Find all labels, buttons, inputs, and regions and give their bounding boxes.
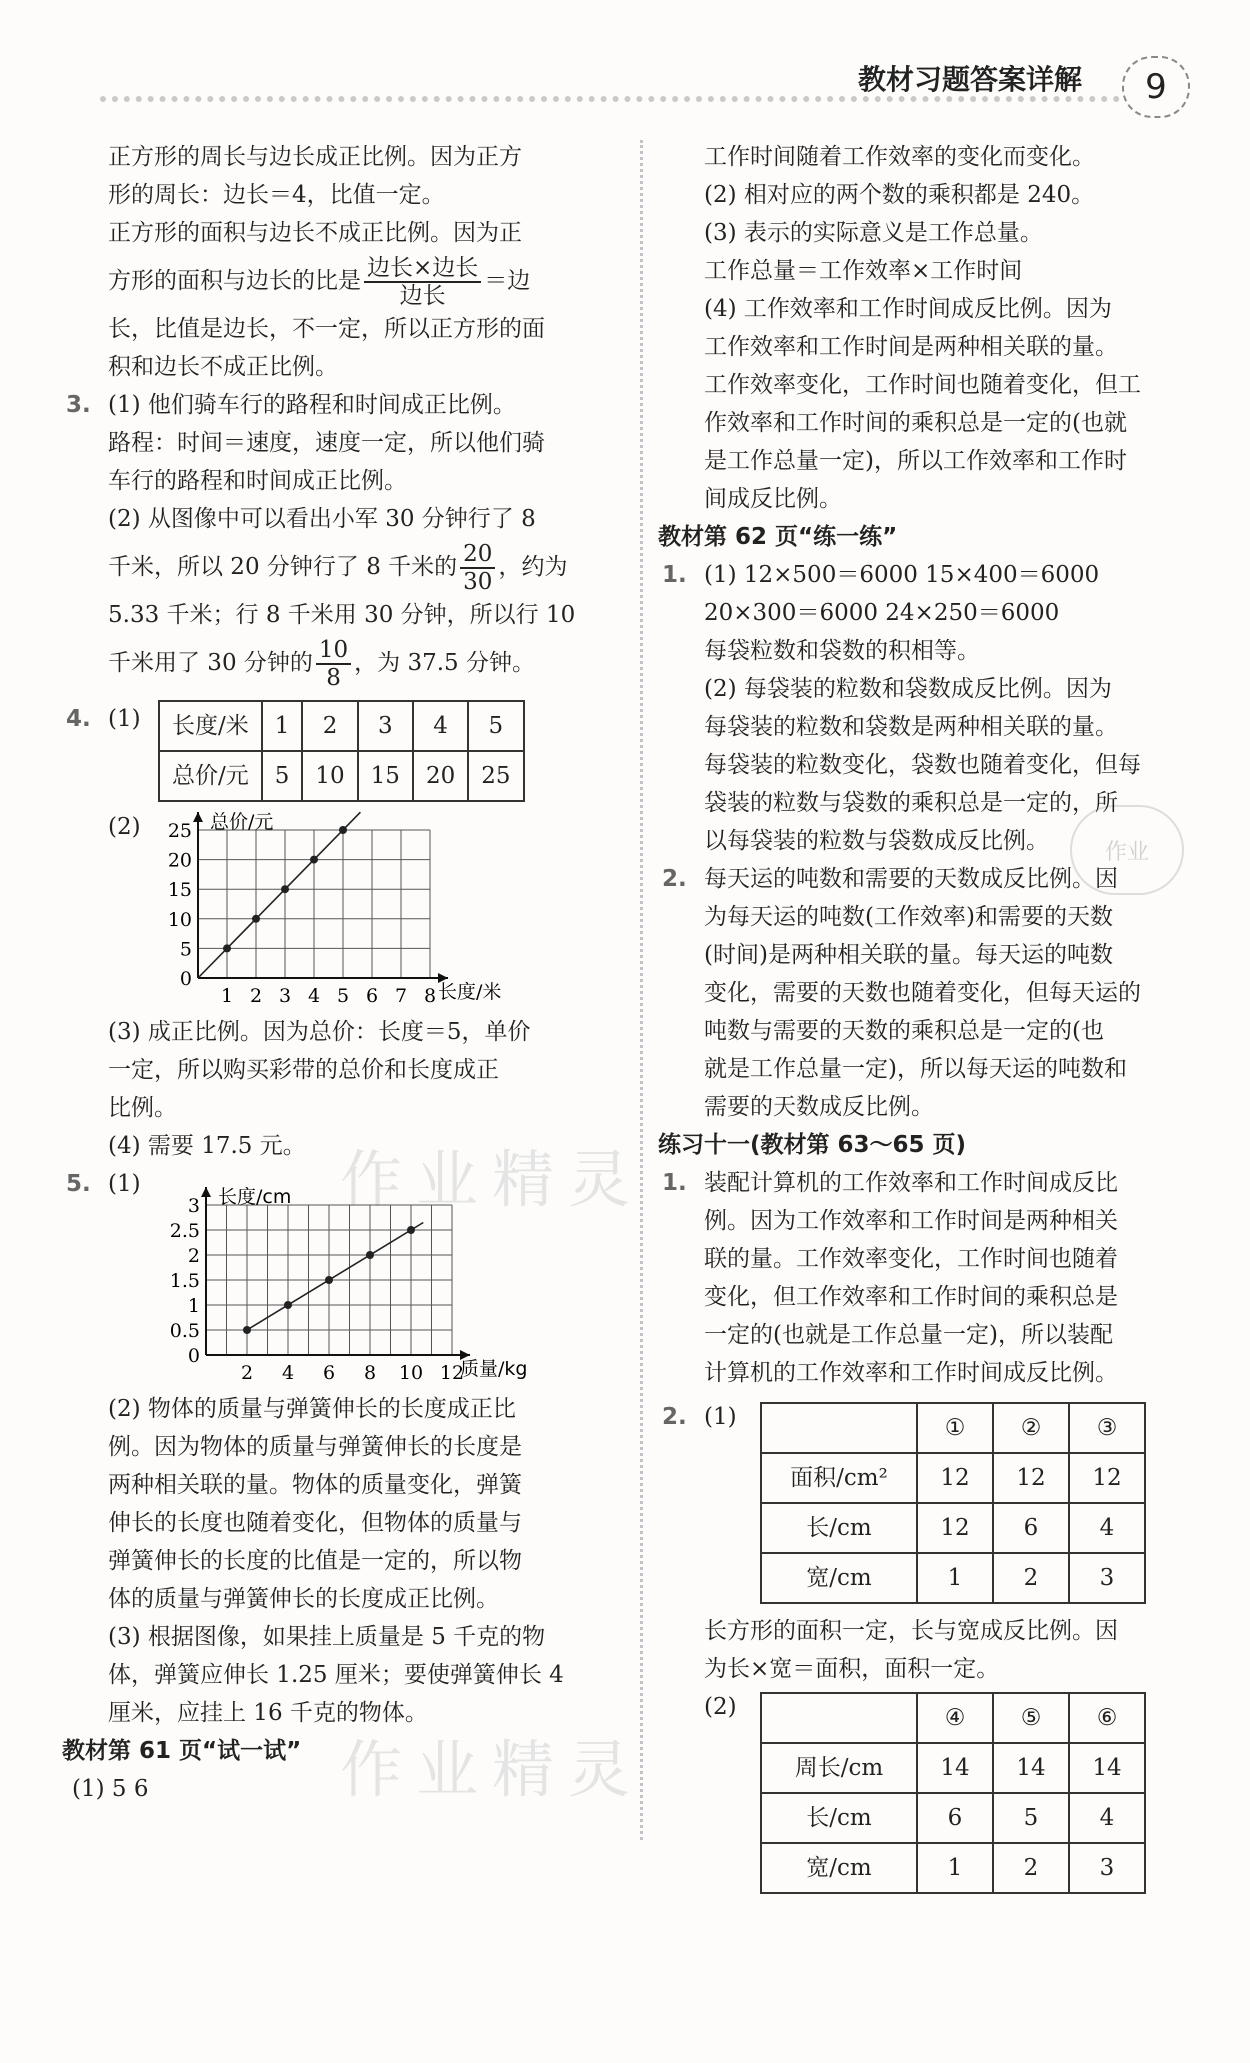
area-table bbox=[760, 1402, 1146, 1604]
table-row bbox=[159, 751, 524, 801]
table-cell: 2 bbox=[302, 701, 357, 751]
table-cell: 6 bbox=[917, 1793, 993, 1843]
text-line: 变化，但工作效率和工作时间的乘积总是 bbox=[704, 1284, 1118, 1310]
table-cell: 14 bbox=[1069, 1743, 1145, 1793]
text-line: (时间)是两种相关联的量。每天运的吨数 bbox=[704, 942, 1113, 968]
table-cell bbox=[761, 1403, 917, 1453]
practice-2 bbox=[658, 1398, 1198, 1604]
text-line: (2) 相对应的两个数的乘积都是 240。 bbox=[704, 182, 1095, 208]
x-tick-label: 4 bbox=[281, 1362, 295, 1384]
y-tick-label: 1.5 bbox=[169, 1270, 200, 1292]
fraction-denominator: 8 bbox=[326, 665, 341, 691]
column-divider bbox=[640, 140, 643, 1840]
text-line: 需要的天数成反比例。 bbox=[704, 1094, 934, 1120]
y-tick-label: 5 bbox=[179, 938, 192, 961]
table-cell: 1 bbox=[917, 1553, 993, 1603]
text-line: 是工作总量一定)，所以工作效率和工作时 bbox=[704, 448, 1127, 474]
x-tick-label: 4 bbox=[307, 985, 321, 1007]
table-cell: 4 bbox=[1069, 1793, 1145, 1843]
text-line: 每袋装的粒数变化，袋数也随着变化，但每 bbox=[704, 752, 1141, 778]
text-line: (1) 12×500＝6000 15×400＝6000 bbox=[704, 562, 1100, 588]
table-cell: 1 bbox=[262, 701, 303, 751]
y-axis-arrow bbox=[193, 812, 203, 822]
text-line: 积和边长不成正比例。 bbox=[108, 354, 338, 380]
question-number: 2. bbox=[662, 1404, 687, 1430]
x-tick-label: 12 bbox=[439, 1362, 465, 1384]
sub-label: (2) bbox=[108, 814, 141, 840]
text-line: 工作总量＝工作效率×工作时间 bbox=[704, 258, 1023, 284]
q4-table-wrap bbox=[108, 700, 622, 802]
table-cell: 3 bbox=[358, 701, 413, 751]
text-line: 间成反比例。 bbox=[704, 486, 842, 512]
text-line: 长方形的面积一定，长与宽成反比例。因 bbox=[704, 1618, 1118, 1644]
table-cell: 长度/米 bbox=[159, 701, 262, 751]
table-cell: ⑥ bbox=[1069, 1693, 1145, 1743]
watermark: 作业精灵 bbox=[340, 1733, 645, 1806]
table-cell: 14 bbox=[917, 1743, 993, 1793]
table-cell: ④ bbox=[917, 1693, 993, 1743]
section-heading: 教材第 61 页“试一试” bbox=[62, 1738, 302, 1764]
text-line: (3) 表示的实际意义是工作总量。 bbox=[704, 220, 1043, 246]
question-number: 3. bbox=[66, 392, 91, 418]
table-cell: 5 bbox=[468, 701, 523, 751]
data-point bbox=[281, 885, 289, 893]
y-tick-label: 1 bbox=[187, 1295, 200, 1317]
t1-wrap bbox=[704, 1398, 1198, 1604]
data-point bbox=[284, 1301, 292, 1309]
text-line: 路程：时间＝速度，速度一定，所以他们骑 bbox=[108, 430, 545, 456]
text-line: 作效率和工作时间的乘积总是一定的(也就 bbox=[704, 410, 1127, 436]
series-line bbox=[247, 1223, 423, 1331]
text-line: 计算机的工作效率和工作时间成反比例。 bbox=[704, 1360, 1118, 1386]
x-axis-label: 长度/米 bbox=[438, 981, 502, 1003]
data-point bbox=[223, 944, 231, 952]
table-cell: 长/cm bbox=[761, 1793, 917, 1843]
table-cell: 5 bbox=[262, 751, 303, 801]
table-cell: 总价/元 bbox=[159, 751, 262, 801]
text-line: 比例。 bbox=[108, 1095, 177, 1121]
table-cell: 14 bbox=[993, 1743, 1069, 1793]
question-4 bbox=[62, 700, 622, 1165]
table-cell: 3 bbox=[1069, 1553, 1145, 1603]
text-line: 变化，需要的天数也随着变化，但每天运的 bbox=[704, 980, 1141, 1006]
text-segment: ＝边 bbox=[484, 268, 531, 294]
table-cell: 12 bbox=[917, 1503, 993, 1553]
text-line: 装配计算机的工作效率和工作时间成反比 bbox=[704, 1170, 1118, 1196]
x-tick-label: 6 bbox=[365, 985, 379, 1007]
table-cell: 20 bbox=[413, 751, 468, 801]
section-heading: 练习十一(教材第 63～65 页) bbox=[658, 1132, 967, 1158]
table-cell: 12 bbox=[917, 1453, 993, 1503]
table-cell: 12 bbox=[993, 1453, 1069, 1503]
practice-1 bbox=[658, 1164, 1198, 1392]
sub-label: (1) bbox=[704, 1404, 737, 1430]
question-number: 5. bbox=[66, 1171, 91, 1197]
x-tick-label: 7 bbox=[394, 985, 408, 1007]
text-line bbox=[108, 538, 622, 596]
right-column bbox=[658, 138, 1198, 1894]
fraction-denominator: 30 bbox=[463, 569, 493, 595]
table-cell bbox=[761, 1693, 917, 1743]
table-row bbox=[761, 1503, 1145, 1553]
fraction-numerator: 边长×边长 bbox=[364, 255, 481, 283]
text-segment: ，为 37.5 分钟。 bbox=[354, 650, 536, 676]
y-tick-label: 15 bbox=[167, 879, 192, 902]
question-5 bbox=[62, 1165, 622, 1732]
text-line: 长，比值是边长，不一定，所以正方形的面 bbox=[108, 316, 545, 342]
table-cell: 面积/cm² bbox=[761, 1453, 917, 1503]
y-tick-label: 2.5 bbox=[169, 1220, 200, 1242]
page-number: 9 bbox=[1122, 56, 1190, 118]
text-line bbox=[108, 634, 622, 692]
text-line: 形的周长：边长＝4，比值一定。 bbox=[108, 182, 445, 208]
text-line: 每天运的吨数和需要的天数成反比例。因 bbox=[704, 866, 1118, 892]
price-length-chart bbox=[158, 808, 578, 1013]
question-number: 1. bbox=[662, 1170, 687, 1196]
question-number: 4. bbox=[66, 706, 91, 732]
x-tick-label: 5 bbox=[336, 985, 350, 1007]
table-row bbox=[761, 1453, 1145, 1503]
table-cell: 10 bbox=[302, 751, 357, 801]
text-line: 工作时间随着工作效率的变化而变化。 bbox=[704, 144, 1095, 170]
sub-label: (1) bbox=[108, 1171, 141, 1197]
text-line: 两种相关联的量。物体的质量变化，弹簧 bbox=[108, 1472, 522, 1498]
data-point bbox=[310, 856, 318, 864]
fraction bbox=[460, 541, 495, 595]
text-line: 一定的(也就是工作总量一定)，所以装配 bbox=[704, 1322, 1113, 1348]
text-line: 弹簧伸长的长度的比值是一定的，所以物 bbox=[108, 1548, 522, 1574]
x-tick-label: 6 bbox=[322, 1362, 336, 1384]
text-segment: ，约为 bbox=[498, 554, 568, 580]
text-line: 每袋粒数和袋数的积相等。 bbox=[704, 638, 980, 664]
text-line: 为长×宽＝面积，面积一定。 bbox=[704, 1656, 1000, 1682]
text-line: (1) 他们骑车行的路程和时间成正比例。 bbox=[108, 392, 516, 418]
text-segment: 千米用了 30 分钟的 bbox=[108, 650, 313, 676]
text-line: 袋装的粒数与袋数的乘积总是一定的，所 bbox=[704, 790, 1118, 816]
x-tick-label: 8 bbox=[423, 985, 437, 1007]
spring-mass-chart bbox=[158, 1165, 608, 1390]
question-number: 2. bbox=[662, 866, 687, 892]
table-cell: 2 bbox=[993, 1843, 1069, 1893]
fraction bbox=[316, 637, 351, 691]
text-line: 例。因为工作效率和工作时间是两种相关 bbox=[704, 1208, 1118, 1234]
table-cell: 周长/cm bbox=[761, 1743, 917, 1793]
text-line: (2) 每袋装的粒数和袋数成反比例。因为 bbox=[704, 676, 1112, 702]
text-segment: 千米，所以 20 分钟行了 8 千米的 bbox=[108, 554, 458, 580]
fraction bbox=[364, 255, 481, 309]
data-point bbox=[243, 1326, 251, 1334]
y-tick-label: 10 bbox=[167, 908, 192, 931]
text-line: 以每袋装的粒数与袋数成反比例。 bbox=[704, 828, 1049, 854]
table-row bbox=[761, 1693, 1145, 1743]
text-line: 伸长的长度也随着变化，但物体的质量与 bbox=[108, 1510, 522, 1536]
table-cell: 4 bbox=[413, 701, 468, 751]
text-line: (4) 需要 17.5 元。 bbox=[108, 1133, 306, 1159]
table-row bbox=[761, 1553, 1145, 1603]
text-segment: 方形的面积与边长的比是 bbox=[108, 268, 361, 294]
table-cell: 15 bbox=[358, 751, 413, 801]
table-row bbox=[761, 1743, 1145, 1793]
x-tick-label: 2 bbox=[249, 985, 263, 1007]
text-line: 20×300＝6000 24×250＝6000 bbox=[704, 600, 1060, 626]
table-row bbox=[761, 1793, 1145, 1843]
table-cell: ③ bbox=[1069, 1403, 1145, 1453]
fraction-numerator: 20 bbox=[460, 541, 495, 569]
header-title: 教材习题答案详解 bbox=[858, 63, 1083, 96]
y-tick-label: 0.5 bbox=[169, 1320, 200, 1342]
table-cell: 5 bbox=[993, 1793, 1069, 1843]
table-row bbox=[761, 1403, 1145, 1453]
data-point bbox=[366, 1251, 374, 1259]
table-cell: ① bbox=[917, 1403, 993, 1453]
x-tick-label: 2 bbox=[240, 1362, 254, 1384]
q4-table bbox=[158, 700, 525, 802]
exercise-1 bbox=[658, 556, 1198, 860]
data-point bbox=[339, 826, 347, 834]
y-tick-label: 20 bbox=[167, 849, 192, 872]
table-cell: 3 bbox=[1069, 1843, 1145, 1893]
x-tick-label: 3 bbox=[278, 985, 292, 1007]
text-line: 每袋装的粒数和袋数是两种相关联的量。 bbox=[704, 714, 1118, 740]
x-tick-label: 8 bbox=[363, 1362, 377, 1384]
sub-label: (1) bbox=[108, 706, 141, 732]
table-cell: 宽/cm bbox=[761, 1843, 917, 1893]
table-cell: 宽/cm bbox=[761, 1553, 917, 1603]
question-number: 1. bbox=[662, 562, 687, 588]
series-line bbox=[198, 812, 360, 978]
table-cell: 1 bbox=[917, 1843, 993, 1893]
exercise-2 bbox=[658, 860, 1198, 1126]
table-row bbox=[159, 701, 524, 751]
header-rule bbox=[100, 96, 1120, 102]
table-cell: 25 bbox=[468, 751, 523, 801]
y-axis-arrow bbox=[201, 1187, 211, 1197]
text-line: 5.33 千米；行 8 千米用 30 分钟，所以行 10 bbox=[108, 602, 576, 628]
y-axis-label: 长度/cm bbox=[218, 1186, 292, 1208]
y-axis-label: 总价/元 bbox=[210, 811, 274, 833]
text-line: (2) 物体的质量与弹簧伸长的长度成正比 bbox=[108, 1396, 516, 1422]
data-point bbox=[325, 1276, 333, 1284]
text-line: 厘米，应挂上 16 千克的物体。 bbox=[108, 1700, 428, 1726]
text-line: (3) 根据图像，如果挂上质量是 5 千克的物 bbox=[108, 1624, 546, 1650]
table-cell: 4 bbox=[1069, 1503, 1145, 1553]
text-line: 体的质量与弹簧伸长的长度成正比例。 bbox=[108, 1586, 499, 1612]
text-line: 就是工作总量一定)，所以每天运的吨数和 bbox=[704, 1056, 1127, 1082]
text-line bbox=[62, 252, 622, 310]
fraction-denominator: 边长 bbox=[399, 283, 446, 309]
text-line: 车行的路程和时间成正比例。 bbox=[108, 468, 407, 494]
data-point bbox=[407, 1226, 415, 1234]
continued-answer bbox=[658, 138, 1198, 518]
y-tick-label: 25 bbox=[167, 820, 192, 842]
x-tick-label: 10 bbox=[398, 1362, 424, 1384]
chart1-wrap bbox=[108, 808, 622, 1013]
sub-label: (2) bbox=[704, 1694, 737, 1720]
watermark: 作业精灵 bbox=[340, 1143, 645, 1216]
text-line: (3) 成正比例。因为总价：长度＝5，单价 bbox=[108, 1019, 531, 1045]
text-line: (2) 从图像中可以看出小军 30 分钟行了 8 bbox=[108, 506, 536, 532]
section-heading: 教材第 62 页“练一练” bbox=[658, 524, 898, 550]
table-row bbox=[761, 1843, 1145, 1893]
left-column bbox=[62, 138, 622, 1808]
text-line: 联的量。工作效率变化，工作时间也随着 bbox=[704, 1246, 1118, 1272]
y-tick-label: 0 bbox=[179, 968, 192, 990]
table-cell: 2 bbox=[993, 1553, 1069, 1603]
text-line: 为每天运的吨数(工作效率)和需要的天数 bbox=[704, 904, 1113, 930]
perimeter-table bbox=[760, 1692, 1146, 1894]
text-line: 正方形的周长与边长成正比例。因为正方 bbox=[108, 144, 522, 170]
text-line: 工作效率和工作时间是两种相关联的量。 bbox=[704, 334, 1118, 360]
data-point bbox=[252, 915, 260, 923]
y-tick-label: 0 bbox=[187, 1345, 200, 1367]
table-cell: 6 bbox=[993, 1503, 1069, 1553]
text-line: 正方形的面积与边长不成正比例。因为正 bbox=[108, 220, 522, 246]
text-line: 例。因为物体的质量与弹簧伸长的长度是 bbox=[108, 1434, 522, 1460]
t2-wrap bbox=[658, 1688, 1198, 1894]
text-line: 吨数与需要的天数的乘积总是一定的(也 bbox=[704, 1018, 1104, 1044]
question-3 bbox=[62, 386, 622, 692]
table-cell: ⑤ bbox=[993, 1693, 1069, 1743]
stamp: 作业 bbox=[1070, 805, 1184, 895]
text-line: (4) 工作效率和工作时间成反比例。因为 bbox=[704, 296, 1112, 322]
y-tick-label: 3 bbox=[187, 1195, 200, 1217]
table-cell: 12 bbox=[1069, 1453, 1145, 1503]
text-line: 体，弹簧应伸长 1.25 厘米；要使弹簧伸长 4 bbox=[108, 1662, 564, 1688]
text-line: 一定，所以购买彩带的总价和长度成正 bbox=[108, 1057, 499, 1083]
fraction-numerator: 10 bbox=[316, 637, 351, 665]
chart2-wrap bbox=[108, 1165, 622, 1390]
table-cell: 长/cm bbox=[761, 1503, 917, 1553]
x-axis-label: 质量/kg bbox=[460, 1358, 528, 1380]
text-line: 工作效率变化，工作时间也随着变化，但工 bbox=[704, 372, 1141, 398]
table-cell: ② bbox=[993, 1403, 1069, 1453]
text-line: (1) 5 6 bbox=[72, 1776, 149, 1802]
y-tick-label: 2 bbox=[187, 1245, 200, 1267]
x-tick-label: 1 bbox=[220, 985, 234, 1007]
